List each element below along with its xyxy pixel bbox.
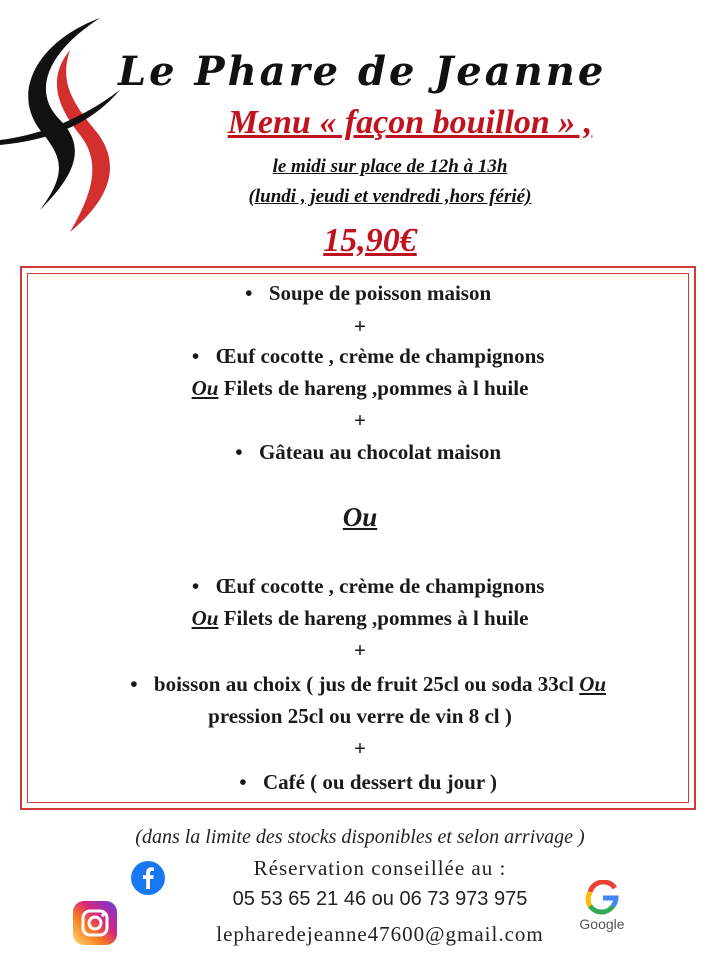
menu-title: Menu « façon bouillon » , bbox=[227, 104, 593, 141]
google-label: Google bbox=[579, 916, 625, 932]
plus-separator: + bbox=[354, 408, 366, 432]
menu-item: • Gâteau au chocolat maison bbox=[235, 440, 502, 464]
menu-item: • Soupe de poisson maison bbox=[245, 281, 492, 305]
email-address[interactable]: lepharedejeanne47600@gmail.com bbox=[216, 922, 544, 946]
phone-numbers[interactable]: 05 53 65 21 46 ou 06 73 973 975 bbox=[232, 888, 528, 910]
or-separator: Ou bbox=[342, 502, 378, 532]
plus-separator: + bbox=[354, 638, 366, 662]
menu-price: 15,90€ bbox=[323, 222, 417, 259]
instagram-icon[interactable] bbox=[72, 900, 118, 946]
days-text: (lundi , jeudi et vendredi ,hors férié) bbox=[248, 186, 532, 207]
reservation-text: Réservation conseillée au : bbox=[253, 856, 507, 880]
menu-item: • Œuf cocotte , crème de champignons bbox=[191, 574, 545, 598]
plus-separator: + bbox=[354, 736, 366, 760]
schedule-text: le midi sur place de 12h à 13h bbox=[272, 156, 508, 177]
google-icon[interactable] bbox=[560, 880, 644, 942]
stock-note: (dans la limite des stocks disponibles et selon arrivage ) bbox=[135, 826, 585, 848]
menu-item: • Café ( ou dessert du jour ) bbox=[239, 770, 498, 794]
menu-item-alternative: Ou Filets de hareng ,pommes à l huile bbox=[191, 376, 529, 400]
restaurant-logo bbox=[0, 10, 140, 240]
menu-item-continuation: pression 25cl ou verre de vin 8 cl ) bbox=[208, 704, 512, 728]
plus-separator: + bbox=[354, 314, 366, 338]
restaurant-name: Le Phare de Jeanne bbox=[118, 48, 607, 95]
menu-item-alternative: Ou Filets de hareng ,pommes à l huile bbox=[191, 606, 529, 630]
menu-item: • Œuf cocotte , crème de champignons bbox=[191, 344, 545, 368]
menu-item: • boisson au choix ( jus de fruit 25cl ou soda 33cl Ou bbox=[130, 672, 607, 696]
